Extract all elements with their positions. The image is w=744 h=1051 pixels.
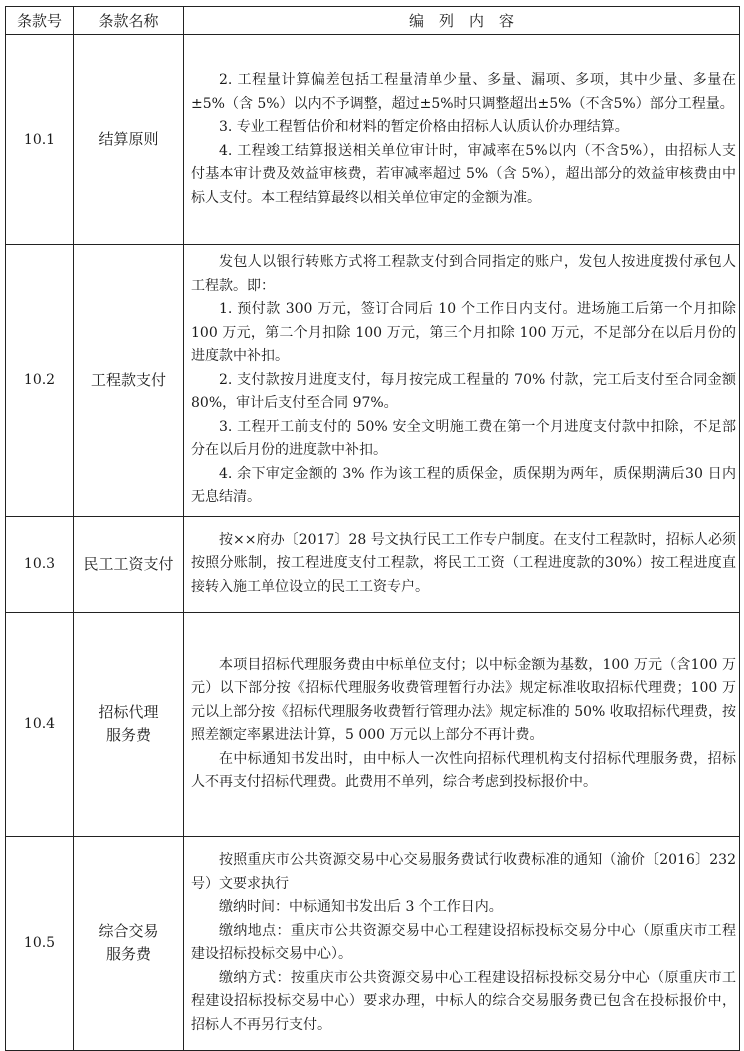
- content-paragraph: 2. 支付款按月进度支付，每月按完成工程量的 70% 付款，完工后支付至合同金额 80%，审计后支付至合同 97%。: [191, 371, 736, 411]
- clause-name-line: 民工工资支付: [83, 554, 174, 573]
- content-paragraph: 4. 余下审定金额的 3% 作为该工程的质保金，质保期为两年，质保期满后30 日内无息结清。: [191, 465, 736, 505]
- clause-name: [74, 245, 184, 517]
- content-paragraph: 缴纳地点：重庆市公共资源交易中心工程建设招标投标交易分中心（原重庆市工程建设招标投标交易中心）。: [191, 922, 736, 962]
- header-clause-number: 条款号: [6, 7, 74, 35]
- content-paragraph: 2. 工程量计算偏差包括工程量清单少量、多量、漏项、多项，其中少量、多量在±5%（含 5%）以内不予调整，超过±5%时只调整超出±5%（不含5%）部分工程量。: [191, 72, 736, 112]
- table-header-row: [6, 7, 740, 35]
- clause-name-line: 招标代理: [98, 703, 159, 721]
- content-paragraph: 在中标通知书发出时，由中标人一次性向招标代理机构支付招标代理服务费，招标人不再支付招标代理费。此费用不单列，综合考虑到投标报价中。: [191, 750, 736, 790]
- content-paragraph: 按照重庆市公共资源交易中心交易服务费试行收费标准的通知（渝价〔2016〕232 号）文要求执行: [191, 852, 736, 892]
- clause-content: [184, 836, 740, 1050]
- content-paragraph: 3. 工程开工前支付的 50% 安全文明施工费在第一个月进度支付款中扣除，不足部分在以后月份的进度款中补扣。: [191, 418, 736, 458]
- table-row: [6, 516, 740, 612]
- content-paragraph: 发包人以银行转账方式将工程款支付到合同指定的账户，发包人按进度拨付承包人工程款。即：: [191, 254, 736, 294]
- clause-name-line: 结算原则: [98, 130, 159, 148]
- clause-name-line: 服务费: [105, 945, 151, 963]
- content-paragraph: 1. 预付款 300 万元，签订合同后 10 个工作日内支付。进场施工后第一个月扣除 100 万元，第二个月扣除 100 万元，第三个月扣除 100 万元，不足部分在以后月份的进度款中补扣。: [191, 301, 736, 364]
- clause-content: [184, 245, 740, 517]
- clause-content: [184, 612, 740, 836]
- content-paragraph: 按××府办〔2017〕28 号文执行民工工作专户制度。在支付工程款时，招标人必须按照分账制，按工程进度支付工程款，将民工工资（工程进度款的30%）按工程进度直接转入施工单位设立的民工工资专户。: [191, 531, 736, 595]
- content-paragraph: 3. 专业工程暂估价和材料的暂定价格由招标人认质认价办理结算。: [219, 119, 629, 135]
- clause-name-line: 工程款支付: [90, 370, 166, 389]
- content-paragraph: 4. 工程竣工结算报送相关单位审计时，审减率在5%以内（不含5%），由招标人支付基本审计费及效益审核费，若审减率超过 5%（含 5%），超出部分的效益审核费由中标人支付。本工程结算最终以相关单位审定的金额为准。: [191, 142, 736, 206]
- header-clause-name: 条款名称: [74, 7, 184, 35]
- clause-number: 10.4: [6, 612, 74, 836]
- content-paragraph: 缴纳方式：按重庆市公共资源交易中心工程建设招标投标交易分中心（原重庆市工程建设招标投标交易中心）要求办理，中标人的综合交易服务费已包含在投标报价中，招标人不再另行支付。: [191, 969, 736, 1033]
- clause-table: [5, 6, 740, 1051]
- clause-content: [184, 516, 740, 612]
- clause-number: 10.5: [6, 836, 74, 1050]
- table-row: [6, 35, 740, 245]
- clause-name-line: 服务费: [105, 726, 151, 744]
- clause-number: 10.2: [6, 245, 74, 517]
- content-paragraph: 本项目招标代理服务费由中标单位支付；以中标金额为基数，100 万元（含100 万元）以下部分按《招标代理服务收费管理暂行办法》规定标准收取招标代理费；100 万元以上部分按《招标代理服务收费暂行管理办法》规定标准的 50% 收取招标代理费，按照差额定率累进法计算，5 000 万元以上部分不再计费。: [191, 656, 736, 743]
- table-row: [6, 836, 740, 1050]
- table-row: [6, 612, 740, 836]
- clause-name: [74, 35, 184, 245]
- clause-number: 10.3: [6, 516, 74, 612]
- clause-name: [74, 836, 184, 1050]
- clause-content: [184, 35, 740, 245]
- clause-name: [74, 612, 184, 836]
- clause-number: 10.1: [6, 35, 74, 245]
- header-content: 编 列 内 容: [184, 7, 740, 35]
- clause-name: [74, 516, 184, 612]
- content-paragraph: 缴纳时间：中标通知书发出后 3 个工作日内。: [219, 899, 503, 915]
- clause-name-line: 综合交易: [98, 922, 159, 940]
- table-row: [6, 245, 740, 517]
